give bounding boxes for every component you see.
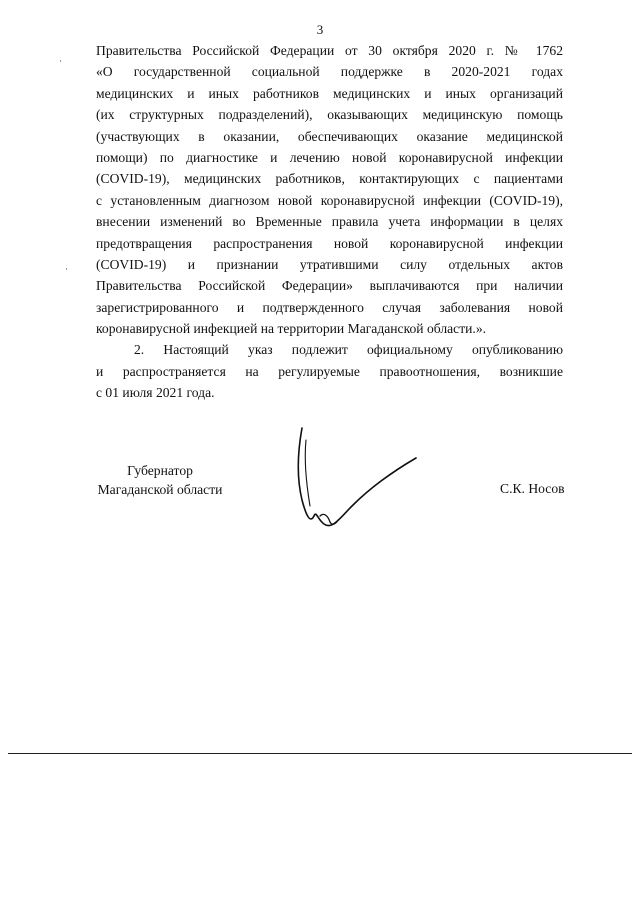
signer-title xyxy=(90,461,230,499)
scan-speck xyxy=(60,60,61,62)
text-line: (COVID-19) и признании утратившими силу отдельных актов xyxy=(96,256,563,272)
text-line: помощи) по диагностике и лечению новой коронавирусной инфекции xyxy=(96,149,563,165)
signer-title-line: Магаданской области xyxy=(97,482,223,497)
body-text xyxy=(96,40,563,404)
page-number: 3 xyxy=(316,22,324,37)
text-line: медицинских и иных работников медицинских и иных организаций xyxy=(96,85,563,101)
text-line: (участвующих в оказании, обеспечивающих оказание медицинской xyxy=(96,128,563,144)
text-line: (их структурных подразделений), оказывающих медицинскую помощь xyxy=(96,107,563,123)
text-line: предотвращения распространения новой коронавирусной инфекции xyxy=(96,235,563,251)
signer-name: С.К. Носов xyxy=(500,481,565,496)
signer-title-line: Губернатор xyxy=(127,463,193,478)
text-line: коронавирусной инфекцией на территории Магаданской области.». xyxy=(96,321,487,337)
paragraph-2 xyxy=(96,339,563,403)
paragraph-1 xyxy=(96,40,563,339)
footer-divider xyxy=(8,753,632,754)
text-line: «О государственной социальной поддержке в 2020-2021 годах xyxy=(96,64,563,80)
text-line: (COVID-19), медицинских работников, контактирующих с пациентами xyxy=(96,171,563,187)
handwritten-signature xyxy=(280,420,430,540)
text-line: внесении изменений во Временные правила учета информации в целях xyxy=(96,214,563,230)
text-line: с установленным диагнозом новой коронавирусной инфекции (COVID-19), xyxy=(96,192,563,208)
text-line: Правительства Российской Федерации от 30 октября 2020 г. № 1762 xyxy=(96,43,563,58)
text-line: и распространяется на регулируемые правоотношения, возникшие xyxy=(96,363,563,379)
scan-speck xyxy=(66,268,67,270)
text-line: с 01 июля 2021 года. xyxy=(96,385,215,401)
text-line: 2. Настоящий указ подлежит официальному опубликованию xyxy=(134,342,563,358)
text-line: зарегистрированного и подтвержденного случая заболевания новой xyxy=(96,299,563,315)
text-line: Правительства Российской Федерации» выплачиваются при наличии xyxy=(96,278,563,294)
